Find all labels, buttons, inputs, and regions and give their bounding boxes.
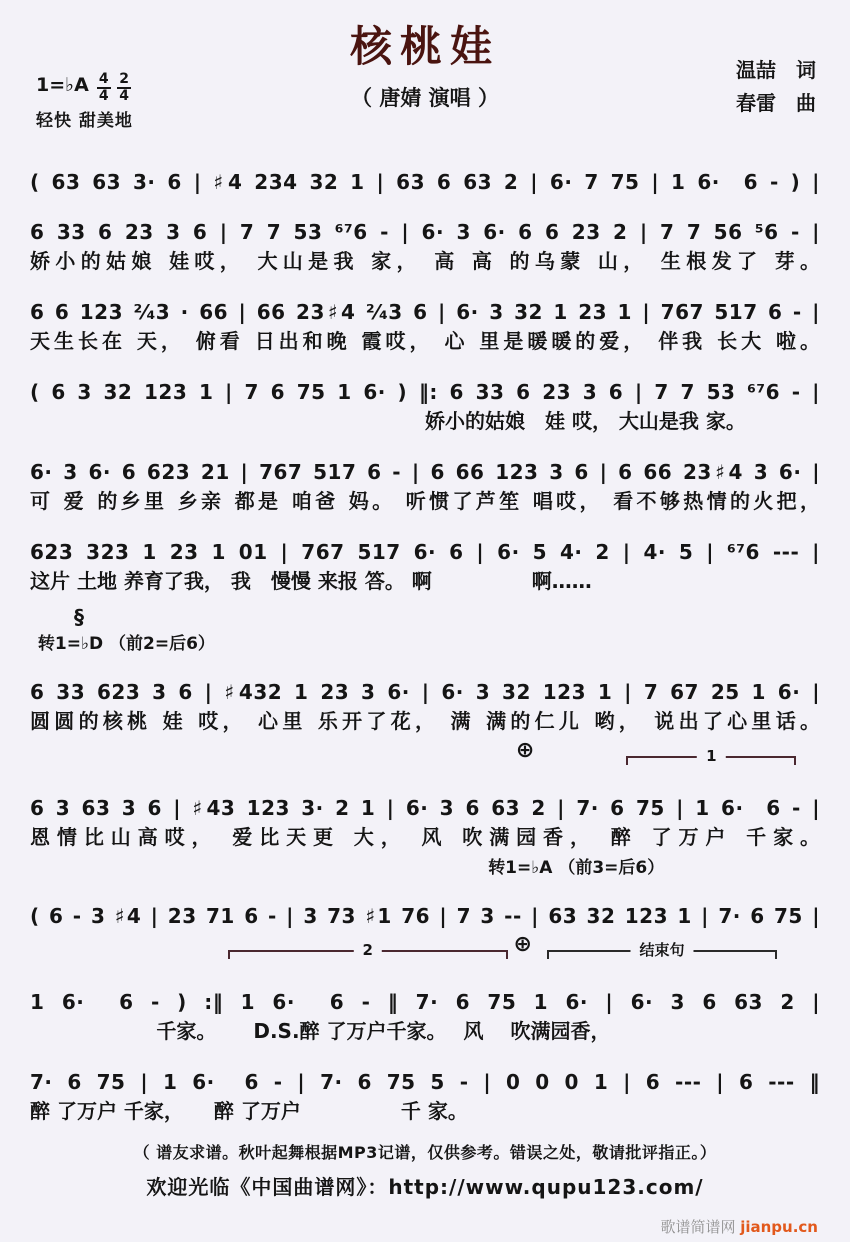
notation-line: 6 33 6 23 3 6 | 7 7 53 ⁶⁷6 - | 6· 3 6· 6 6 23 2 | 7 7 56 ⁵6 - | <box>30 220 820 244</box>
coda-icon: ⊕ <box>513 932 532 957</box>
lyrics-line: 醉 了万户 千家， 醉 了万户 千 家。 <box>30 1099 468 1123</box>
time-signatures <box>97 66 131 103</box>
repeat-marks-row <box>30 738 820 770</box>
segno-icon: § <box>74 605 84 629</box>
score-body <box>30 171 820 1124</box>
volta-label: 1 <box>697 747 725 767</box>
lyrics-line: 娇小的姑娘 娃 哎， 大山是我 家。 <box>425 409 746 433</box>
ending-bracket <box>547 941 776 959</box>
song-title: 核桃娃 <box>349 22 500 71</box>
site-promo-line: 欢迎光临《中国曲谱网》：http://www.qupu123.com/ <box>146 1175 704 1199</box>
lyrics-line: 娇小的姑娘 娃哎， 大山是我 家， 高 高 的乌蒙 山， 生根发了 芽。 <box>30 249 820 273</box>
lyrics-line: 千家。 D.S.醉 了万户千家。 风 吹满园香， <box>156 1019 611 1043</box>
lyricist-credit: 温喆 词 <box>736 58 816 82</box>
modulation-note: 转1=♭A （前3=后6） <box>488 858 665 878</box>
notation-line: 6· 3 6· 6 623 21 | 767 517 6 - | 6 66 123 3 6 | 6 66 23♯4 3 6· | <box>30 460 820 484</box>
key-label: 1=♭A <box>36 73 89 96</box>
notation-line: ( 6 - 3 ♯4 | 23 71 6 - | 3 73 ♯1 76 | 7 3 -- | 63 32 123 1 | 7· 6 75 | <box>30 904 820 928</box>
lyrics-line: 这片 土地 养育了我， 我 慢慢 来报 答。 啊 啊…… <box>30 569 592 593</box>
volta-bracket <box>626 747 796 765</box>
composer-credit: 春雷 曲 <box>736 91 816 115</box>
notation-line: 6 3 63 3 6 | ♯43 123 3· 2 1 | 6· 3 6 63 2 | 7· 6 75 | 1 6· 6 - | <box>30 796 820 820</box>
watermark-link[interactable]: jianpu.cn <box>740 1218 818 1236</box>
time-signature: $\frac{4}{4}$ <box>98 71 109 104</box>
watermark-text: 歌谱简谱网 <box>660 1218 741 1236</box>
repeat-marks-row <box>30 932 820 964</box>
sheet-header <box>30 6 820 144</box>
credits <box>736 54 816 120</box>
lyrics-line: 恩情比山高哎， 爱比天更 大， 风 吹满园香， 醉 了万户 千家。 <box>30 825 820 849</box>
lyrics-line: 天生长在 天， 俯看 日出和晚 霞哎， 心 里是暖暖的爱， 伴我 长大 啦。 <box>30 329 820 353</box>
performer-line: （ 唐婧 演唱 ） <box>351 86 499 110</box>
notation-line: ( 6 3 32 123 1 | 7 6 75 1 6· ) ‖: 6 33 6 23 3 6 | 7 7 53 ⁶⁷6 - | <box>30 380 820 404</box>
coda-icon: ⊕ <box>515 738 535 763</box>
lyrics-line: 圆圆的核桃 娃 哎， 心里 乐开了花， 满 满的仁儿 哟， 说出了心里话。 <box>30 709 820 733</box>
notation-line: 1 6· 6 - ) :‖ 1 6· 6 - ‖ 7· 6 75 1 6· | 6· 3 6 63 2 | <box>30 990 820 1014</box>
notation-line: 623 323 1 23 1 01 | 767 517 6· 6 | 6· 5 4· 2 | 4· 5 | ⁶⁷6 --- | <box>30 540 820 564</box>
volta-label: 2 <box>354 941 382 961</box>
ending-label: 结束句 <box>630 941 693 961</box>
notation-line: 7· 6 75 | 1 6· 6 - | 7· 6 75 5 - | 0 0 0 1 | 6 --- | 6 --- ‖ <box>30 1070 820 1094</box>
notation-line: ( 63 63 3· 6 | ♯4 234 32 1 | 63 6 63 2 | 6· 7 75 | 1 6· 6 - ) | <box>30 170 820 194</box>
notation-line: 6 33 623 3 6 | ♯432 1 23 3 6· | 6· 3 32 123 1 | 7 67 25 1 6· | <box>30 680 820 704</box>
sheet-footer <box>30 1140 820 1237</box>
modulation-note: 转1=♭D （前2=后6） <box>37 634 215 654</box>
watermark <box>30 1216 820 1237</box>
transcriber-note: （ 谱友求谱。秋叶起舞根据MP3记谱，仅供参考。错误之处，敬请批评指正。） <box>133 1143 717 1162</box>
notation-line: 6 6 123 ²⁄₄3 · 66 | 66 23♯4 ²⁄₄3 6 | 6· 3 32 1 23 1 | 767 517 6 - | <box>30 300 820 324</box>
lyrics-line: 可 爱 的乡里 乡亲 都是 咱爸 妈。 听惯了芦笙 唱哎， 看不够热情的火把， <box>30 489 820 513</box>
tempo-marking: 轻快 甜美地 <box>36 111 133 131</box>
time-signature: $\frac{2}{4}$ <box>119 71 129 104</box>
volta-bracket <box>228 941 508 959</box>
key-signature <box>36 66 131 103</box>
